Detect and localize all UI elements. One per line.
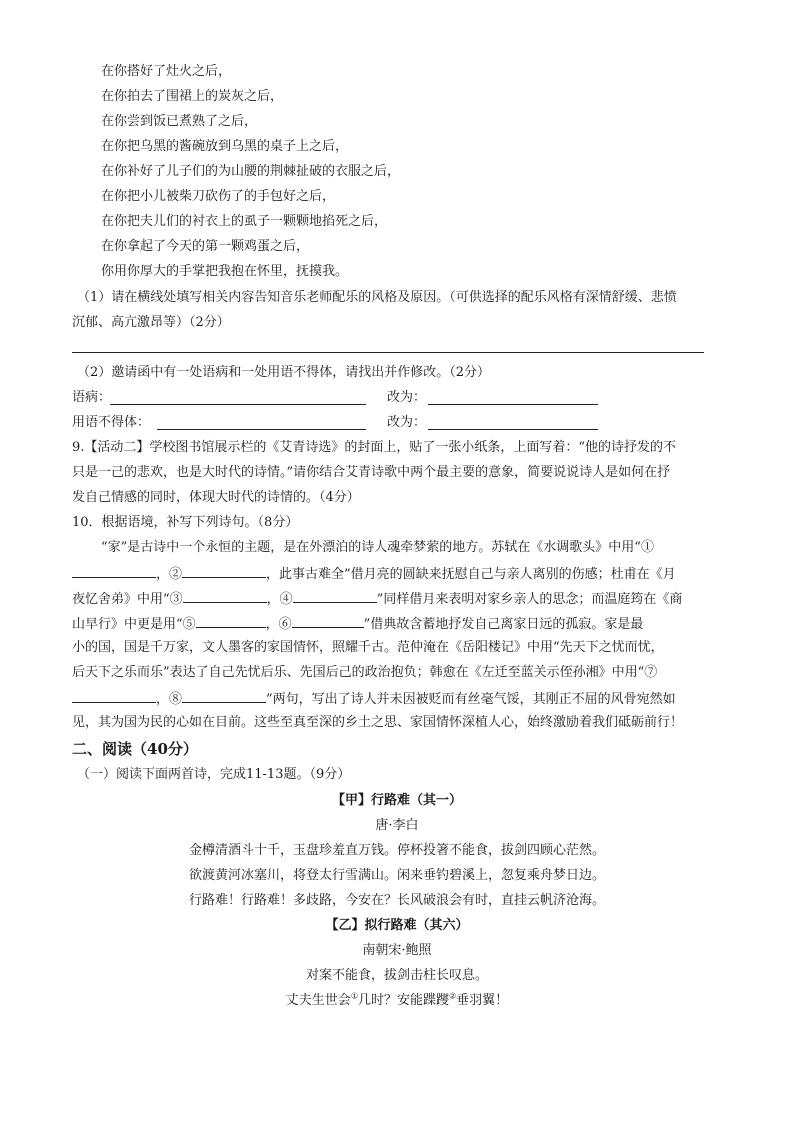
q10-text: 后天下之乐而乐”表达了自己先忧后乐、先国后己的政治抱负；韩愈在《左迁至蓝关示侄孙湘》中用“⑦ <box>72 665 658 680</box>
poem-line: 在你把乌黑的酱碗放到乌黑的桌子上之后， <box>101 139 349 154</box>
poem-b-line: 丈夫生世会①几时？安能蹀躞②垂羽翼！ <box>285 991 509 1008</box>
q10-text: 见，其为国为民的心如在目前。这些至真至深的乡土之思、家国情怀深植人心，始终激励着我们砥砺前行！ <box>72 715 684 730</box>
q9-line: 发自己情感的同时，体现大时代的诗情的。（4分） <box>72 490 360 505</box>
improper-answer-line[interactable] <box>157 429 366 430</box>
q8-part2: （2）邀请函中有一处语病和一处用语不得体，请找出并作修改。（2分） <box>77 365 491 380</box>
poem-line: 在你搭好了灶火之后， <box>101 64 232 79</box>
q10-text: 小的国，国是千万家，文人墨客的家国情怀，照耀千古。范仲淹在《岳阳楼记》中用“先天下之忧而忧， <box>72 640 664 655</box>
blank-4[interactable] <box>293 588 377 603</box>
poem-b-title: 【乙】拟行路难（其六） <box>325 918 469 933</box>
poem-b-author: 南朝宋·鲍照 <box>362 943 432 958</box>
q10-text-row: 山早行》中更是用“⑤ ，⑥ ”借典故含蓄地抒发自己离家日远的孤寂。家是最 <box>72 613 643 635</box>
answer-line[interactable] <box>72 352 704 353</box>
q10-text-row: ，⑧ ”两句，写出了诗人并未因被贬而有丝毫气馁，其刚正不屈的风骨宛然如 <box>72 688 676 710</box>
poem-line: 在你拿起了今天的第一颗鸡蛋之后， <box>101 239 310 254</box>
change-answer-line[interactable] <box>428 404 598 405</box>
q10-text: “家”是古诗中一个永恒的主题，是在外漂泊的诗人魂牵梦萦的地方。苏轼在《水调歌头》中用“① <box>101 540 654 555</box>
poem-line: 在你拍去了围裙上的炭灰之后， <box>101 89 284 104</box>
blank-1[interactable] <box>72 563 156 578</box>
poem-line: 在你补好了儿子们的为山腰的荆棘扯破的衣服之后， <box>101 164 401 179</box>
error-answer-line[interactable] <box>110 404 366 405</box>
poem-b-line: 对案不能食，拔剑击柱长叹息。 <box>305 968 488 983</box>
poem-a-line: 欲渡黄河冰塞川，将登太行雪满山。闲来垂钓碧溪上，忽复乘舟梦日边。 <box>188 868 605 883</box>
change-label: 改为： <box>387 415 427 430</box>
poem-line: 在你把小儿被柴刀砍伤了的手包好之后， <box>101 189 336 204</box>
section-heading: 二、阅读（40分） <box>72 740 198 758</box>
poem-a-line: 行路难！行路难！多歧路，今安在？长风破浪会有时，直挂云帆济沧海。 <box>188 893 605 908</box>
q10-text-row: ，② ，此事古难全”借月亮的圆缺来抚慰自己与亲人离别的伤感；杜甫在《月 <box>72 563 676 585</box>
poem-line: 在你尝到饭已煮熟了之后， <box>101 114 258 129</box>
poem-line: 在你把夫儿们的衬衣上的虱子一颗颗地掐死之后， <box>101 214 388 229</box>
q8-part1-line1: （1）请在横线处填写相关内容告知音乐老师配乐的风格及原因。（可供选择的配乐风格有深情舒缓、悲愤 <box>77 290 677 305</box>
blank-6[interactable] <box>292 613 364 628</box>
change-answer-line[interactable] <box>428 429 598 430</box>
poem-a-author: 唐·李白 <box>375 818 419 833</box>
change-label: 改为： <box>387 390 427 405</box>
q10-title: 10．根据语境，补写下列诗句。（8分） <box>72 515 299 530</box>
q9-line: 只是一己的悲欢，也是大时代的诗情。”请你结合艾青诗歌中两个最主要的意象，简要说说诗人是如何在抒 <box>72 465 671 480</box>
blank-2[interactable] <box>182 563 266 578</box>
poem-a-line: 金樽清酒斗十千，玉盘珍羞直万钱。停杯投箸不能食，拔剑四顾心茫然。 <box>188 843 605 858</box>
improper-label: 用语不得体： <box>72 415 151 430</box>
blank-3[interactable] <box>183 588 267 603</box>
q10-text-row: 夜忆舍弟》中用“③ ，④ ”同样借月来表明对家乡亲人的思念；而温庭筠在《商 <box>72 588 682 610</box>
error-label: 语病： <box>72 390 112 405</box>
blank-8[interactable] <box>182 688 266 703</box>
poem-a-title: 【甲】行路难（其一） <box>331 793 462 808</box>
q8-part1-line2: 沉郁、高亢激昂等）（2分） <box>72 315 230 330</box>
blank-5[interactable] <box>196 613 266 628</box>
poem-line: 你用你厚大的手掌把我抱在怀里，抚摸我。 <box>101 264 349 279</box>
q9-line: 9.【活动二】学校图书馆展示栏的《艾青诗选》的封面上，贴了一张小纸条，上面写着：“他的诗抒发的不 <box>72 440 677 455</box>
blank-7[interactable] <box>72 688 156 703</box>
footnote-marker: ② <box>449 991 457 1001</box>
section-intro: （一）阅读下面两首诗，完成11-13题。（9分） <box>77 767 351 782</box>
footnote-marker: ① <box>350 991 358 1001</box>
